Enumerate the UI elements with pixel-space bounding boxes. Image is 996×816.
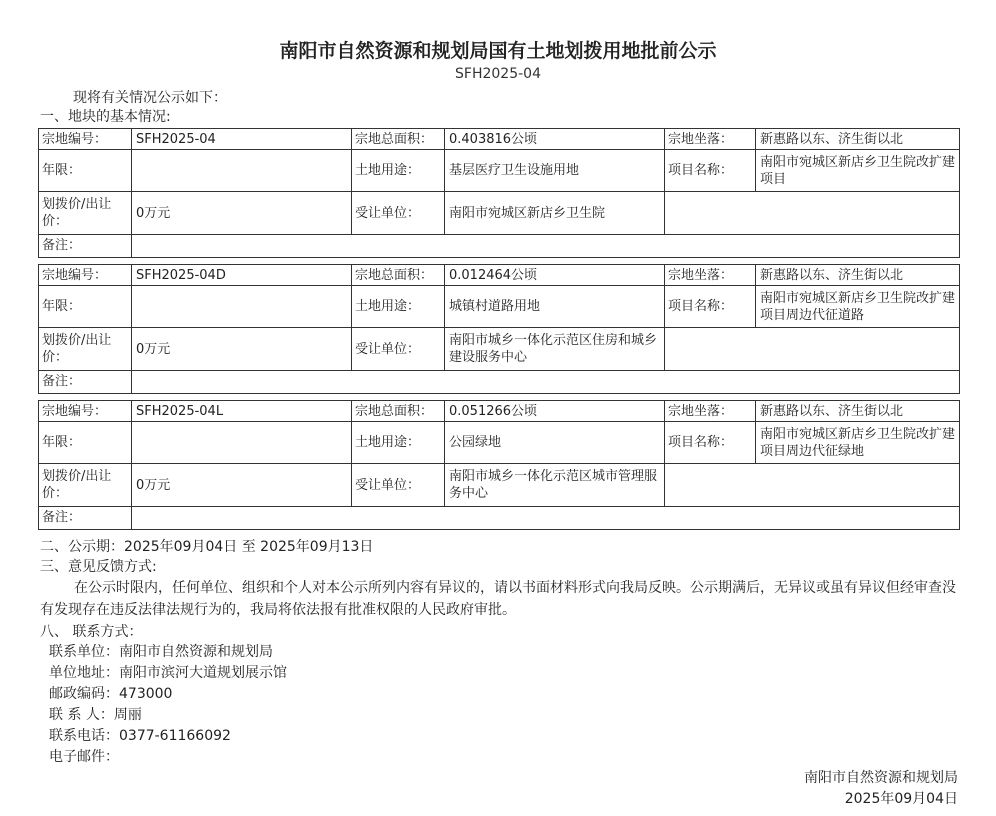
term-label: 年限： <box>39 286 132 328</box>
remark-label: 备注： <box>39 370 132 393</box>
total-area-label: 宗地总面积： <box>352 265 445 286</box>
table-row <box>39 234 960 257</box>
section3-body <box>40 577 958 621</box>
transferee-label: 受让单位： <box>352 192 445 234</box>
project-name-value: 南阳市宛城区新店乡卫生院改扩建项目周边代征绿地 <box>756 422 960 464</box>
parcel-no-value: SFH2025-04D <box>132 265 352 286</box>
land-use-value: 公园绿地 <box>445 422 665 464</box>
price-label: 划拨价/出让价： <box>39 192 132 234</box>
remark-label: 备注： <box>39 234 132 257</box>
signature-date: 2025年09月04日 <box>844 791 958 807</box>
project-name-label: 项目名称： <box>665 286 756 328</box>
contact-postcode: 邮政编码：473000 <box>49 686 173 702</box>
contact-unit: 联系单位：南阳市自然资源和规划局 <box>49 644 273 660</box>
empty-cell <box>665 464 960 506</box>
table-row <box>39 422 960 464</box>
total-area-value: 0.403816公顷 <box>445 129 665 150</box>
parcel-table-3 <box>38 400 960 530</box>
announcement-code: SFH2025-04 <box>455 66 541 82</box>
term-value <box>132 422 352 464</box>
price-label: 划拨价/出让价： <box>39 328 132 370</box>
parcel-no-label: 宗地编号： <box>39 401 132 422</box>
location-value: 新惠路以东、济生街以北 <box>756 129 960 150</box>
page-title: 南阳市自然资源和规划局国有土地划拨用地批前公示 <box>279 40 717 62</box>
table-row <box>39 401 960 422</box>
term-label: 年限： <box>39 422 132 464</box>
parcel-no-label: 宗地编号： <box>39 265 132 286</box>
section2-period: 二、公示期：2025年09月04日 至 2025年09月13日 <box>40 539 374 555</box>
project-name-label: 项目名称： <box>665 422 756 464</box>
contact-email: 电子邮件： <box>49 749 119 765</box>
price-value: 0万元 <box>132 328 352 370</box>
transferee-value: 南阳市城乡一体化示范区城市管理服务中心 <box>445 464 665 506</box>
transferee-label: 受让单位： <box>352 328 445 370</box>
section8-title: 八、 联系方式： <box>40 624 143 640</box>
price-value: 0万元 <box>132 464 352 506</box>
land-use-value: 基层医疗卫生设施用地 <box>445 150 665 192</box>
land-use-label: 土地用途： <box>352 422 445 464</box>
transferee-value: 南阳市宛城区新店乡卫生院 <box>445 192 665 234</box>
transferee-value: 南阳市城乡一体化示范区住房和城乡建设服务中心 <box>445 328 665 370</box>
location-label: 宗地坐落： <box>665 401 756 422</box>
parcel-no-value: SFH2025-04L <box>132 401 352 422</box>
table-row <box>39 370 960 393</box>
parcel-no-label: 宗地编号： <box>39 129 132 150</box>
price-label: 划拨价/出让价： <box>39 464 132 506</box>
term-value <box>132 286 352 328</box>
location-label: 宗地坐落： <box>665 129 756 150</box>
intro-text: 现将有关情况公示如下： <box>73 90 227 106</box>
total-area-label: 宗地总面积： <box>352 401 445 422</box>
table-row <box>39 506 960 529</box>
table-row <box>39 265 960 286</box>
signature-org: 南阳市自然资源和规划局 <box>804 770 958 786</box>
term-label: 年限： <box>39 150 132 192</box>
location-value: 新惠路以东、济生街以北 <box>756 401 960 422</box>
land-use-label: 土地用途： <box>352 150 445 192</box>
parcel-table-1 <box>38 128 960 258</box>
remark-value <box>132 506 960 529</box>
land-use-label: 土地用途： <box>352 286 445 328</box>
contact-person: 联 系 人：周丽 <box>49 707 142 723</box>
project-name-value: 南阳市宛城区新店乡卫生院改扩建项目 <box>756 150 960 192</box>
price-value: 0万元 <box>132 192 352 234</box>
empty-cell <box>665 328 960 370</box>
transferee-label: 受让单位： <box>352 464 445 506</box>
project-name-value: 南阳市宛城区新店乡卫生院改扩建项目周边代征道路 <box>756 286 960 328</box>
land-use-value: 城镇村道路用地 <box>445 286 665 328</box>
section3-body-text: 在公示时限内，任何单位、组织和个人对本公示所列内容有异议的，请以书面材料形式向我局反映。公示期满后，无异议或虽有异议但经审查没有发现存在违反法律法规行为的，我局将依法报有批准权限的人民政府审批。 <box>40 580 956 618</box>
remark-label: 备注： <box>39 506 132 529</box>
section1-title: 一、地块的基本情况: <box>40 109 171 125</box>
total-area-value: 0.051266公顷 <box>445 401 665 422</box>
remark-value <box>132 370 960 393</box>
term-value <box>132 150 352 192</box>
contact-phone: 联系电话：0377-61166092 <box>49 728 231 744</box>
contact-address: 单位地址：南阳市滨河大道规划展示馆 <box>49 665 287 681</box>
table-row <box>39 286 960 328</box>
total-area-label: 宗地总面积： <box>352 129 445 150</box>
table-row <box>39 464 960 506</box>
table-row <box>39 129 960 150</box>
project-name-label: 项目名称： <box>665 150 756 192</box>
empty-cell <box>665 192 960 234</box>
table-row <box>39 150 960 192</box>
parcel-table-2 <box>38 264 960 394</box>
table-row <box>39 192 960 234</box>
location-value: 新惠路以东、济生街以北 <box>756 265 960 286</box>
parcel-no-value: SFH2025-04 <box>132 129 352 150</box>
total-area-value: 0.012464公顷 <box>445 265 665 286</box>
table-row <box>39 328 960 370</box>
remark-value <box>132 234 960 257</box>
section3-title: 三、意见反馈方式: <box>40 559 157 575</box>
location-label: 宗地坐落： <box>665 265 756 286</box>
